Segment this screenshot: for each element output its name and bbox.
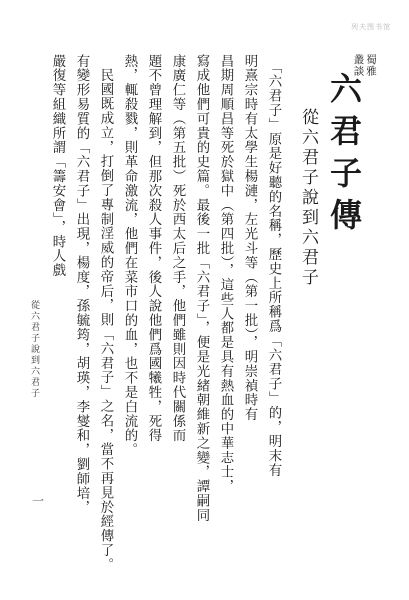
- series-label-line-2: 叢談: [352, 54, 365, 77]
- watermark: 列夫图书馆: [351, 23, 391, 31]
- body-column-2: 明熹宗時有太學生楊漣，左光斗等（第一批），明崇禎時有: [242, 54, 257, 422]
- body-column-1: 「六君子」原是好聽的名稱，歷史上所稱爲「六君子」的，明末有: [266, 60, 281, 478]
- body-column-6: 題不曾理解到，但那次殺人事件，後人說他們爲國犧牲，死得: [146, 54, 161, 443]
- body-column-8: 民國既成立，打倒了專制淫威的帝后，則「六君子」之名，當不再見於經傳了。: [98, 68, 113, 572]
- body-column-9: 有變形易質的「六君子」出現，楊度，孫毓筠，胡瑛，李燮和，劉師培，: [74, 54, 89, 515]
- spine-caption: 從六君子說到六君子: [29, 300, 39, 399]
- body-column-7: 熱，輒殺戮，則革命激流，他們在菜市口的血，也不是白流的。: [122, 54, 137, 458]
- body-column-3: 昌期周順昌等死於獄中（第四批），這些人都是具有熱血的中華志士，: [218, 54, 233, 494]
- page-subtitle: 從六君子說到六君子: [298, 108, 318, 288]
- body-column-4: 寫成他們可貴的史篇。最後一批「六君子」，便是光緒朝維新之變，譚嗣同: [194, 54, 209, 523]
- series-label-line-1: 蜀雅: [365, 54, 377, 77]
- text-block: [36, 54, 376, 578]
- page-number: 一: [32, 494, 45, 508]
- page-title: 六君子傳: [325, 72, 363, 240]
- body-column-10: 嚴復等組織所謂「籌安會」，時人戲: [50, 54, 65, 278]
- body-column-5: 康廣仁等（第五批）死於西太后之手，他們雖則因時代關係而: [170, 54, 185, 443]
